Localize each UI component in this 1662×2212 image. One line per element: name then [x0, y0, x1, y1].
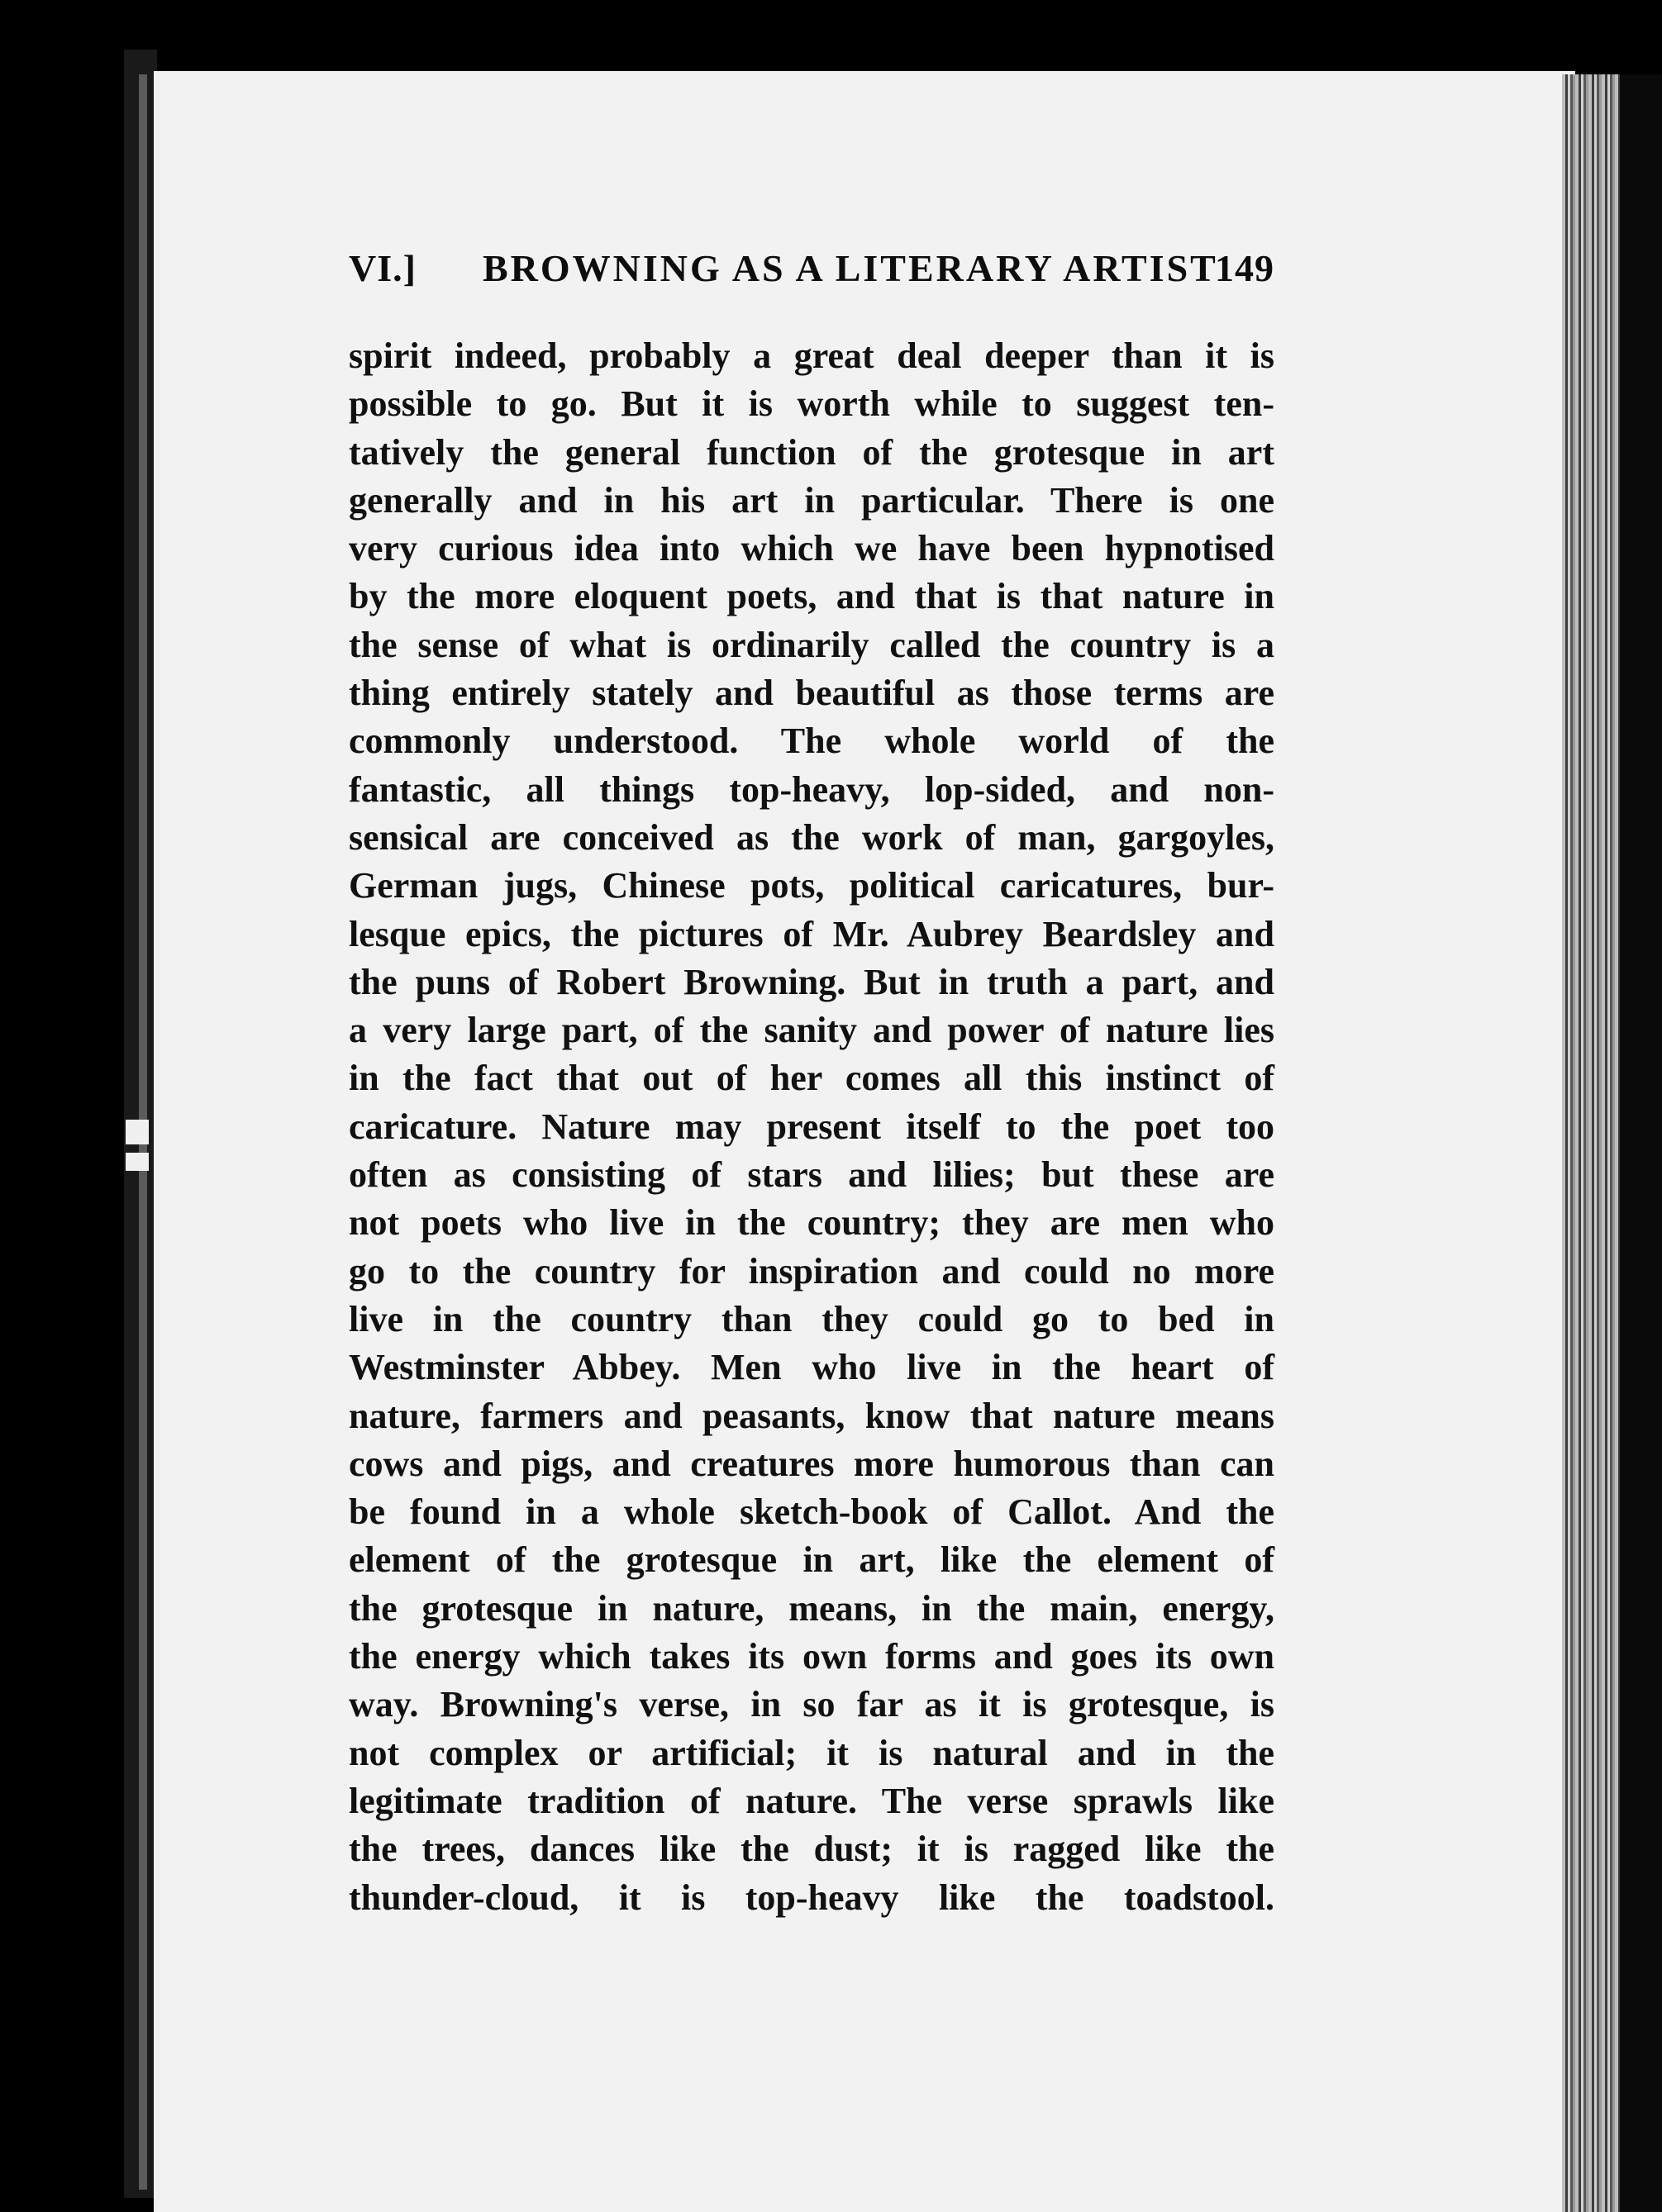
text-line: generally and in his art in particular. There is one — [349, 479, 1274, 521]
text-line: caricature. Nature may present itself to the poet too — [349, 1106, 1274, 1147]
running-head — [349, 246, 1274, 296]
text-line: the sense of what is ordinarily called the country is a — [349, 624, 1274, 665]
text-line: cows and pigs, and creatures more humorous than can — [349, 1443, 1274, 1484]
page-edges-shadow — [1620, 74, 1662, 2212]
text-line: way. Browning's verse, in so far as it is grotesque, is — [349, 1684, 1274, 1725]
chapter-number: VI.] — [349, 247, 417, 289]
text-line: live in the country than they could go to bed in — [349, 1298, 1274, 1339]
text-line: go to the country for inspiration and could no more — [349, 1250, 1274, 1292]
text-line: the energy which takes its own forms and goes its own — [349, 1636, 1274, 1677]
text-line: German jugs, Chinese pots, political caricatures, bur- — [349, 865, 1274, 906]
text-line: not complex or artificial; it is natural and in the — [349, 1732, 1274, 1773]
text-line: the trees, dances like the dust; it is ragged like the — [349, 1829, 1274, 1870]
text-line: spirit indeed, probably a great deal deeper than it is — [349, 335, 1274, 376]
text-line: commonly understood. The whole world of the — [349, 721, 1274, 762]
text-line: element of the grotesque in art, like the element of — [349, 1539, 1274, 1581]
text-line: legitimate tradition of nature. The verse sprawls like — [349, 1780, 1274, 1821]
text-line: in the fact that out of her comes all this instinct of — [349, 1058, 1274, 1099]
text-line: the grotesque in nature, means, in the main, energy, — [349, 1587, 1274, 1629]
text-line: Westminster Abbey. Men who live in the heart of — [349, 1347, 1274, 1388]
page-number: 149 — [1215, 247, 1274, 289]
binding-notch — [126, 1120, 149, 1144]
text-line: be found in a whole sketch-book of Callot. And the — [349, 1491, 1274, 1533]
running-title: BROWNING AS A LITERARY ARTIST — [483, 247, 1218, 289]
text-line: by the more eloquent poets, and that is that nature in — [349, 576, 1274, 617]
text-line: very curious idea into which we have been hypnotised — [349, 528, 1274, 569]
text-line: the puns of Robert Browning. But in truth a part, and — [349, 961, 1274, 1002]
text-line: lesque epics, the pictures of Mr. Aubrey Beardsley and — [349, 913, 1274, 954]
text-line: thunder-cloud, it is top-heavy like the toadstool. — [349, 1877, 1274, 1918]
page-edges-stack — [1562, 74, 1628, 2212]
text-line: often as consisting of stars and lilies; but these are — [349, 1154, 1274, 1196]
text-line: not poets who live in the country; they are men who — [349, 1202, 1274, 1244]
body-text — [349, 332, 1274, 1922]
text-line: tatively the general function of the grotesque in art — [349, 431, 1274, 473]
text-line: fantastic, all things top-heavy, lop-sided, and non- — [349, 768, 1274, 810]
text-line: thing entirely stately and beautiful as those terms are — [349, 673, 1274, 714]
binding-notch — [126, 1153, 149, 1171]
text-line: possible to go. But it is worth while to suggest ten- — [349, 383, 1274, 425]
text-line: nature, farmers and peasants, know that nature means — [349, 1395, 1274, 1436]
text-line: sensical are conceived as the work of man, gargoyles, — [349, 816, 1274, 858]
text-line: a very large part, of the sanity and power of nature lies — [349, 1010, 1274, 1051]
